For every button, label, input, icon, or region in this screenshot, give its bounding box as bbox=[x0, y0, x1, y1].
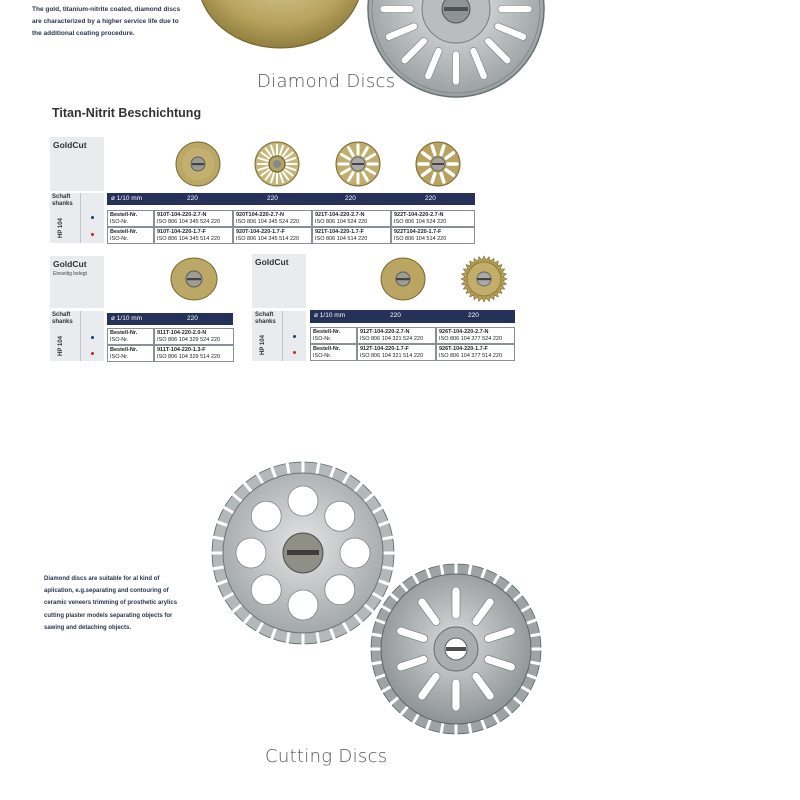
diameter-header bbox=[107, 313, 233, 325]
coarse-grit-dot bbox=[91, 336, 94, 339]
gold-disc-spoked-image bbox=[253, 140, 301, 188]
cutting-disc-slots-image bbox=[370, 563, 542, 735]
size-value: 220 bbox=[267, 195, 278, 202]
intro-paragraph: The gold, titanium-nitrite coated, diamond discs are characterized by a higher service life due to the additional coating procedure. bbox=[32, 6, 181, 37]
hp-label: HP 104 bbox=[58, 336, 64, 356]
order-cell: 921T-104-220-2.7-N ISO 806 104 524 220 bbox=[312, 210, 391, 227]
bestell-label-cell: Bestell-Nr. ISO-Nr. bbox=[310, 344, 357, 361]
order-cell: 921T-104-220-1.7-F ISO 806 104 514 220 bbox=[312, 227, 391, 244]
cutting-discs-title: Cutting Discs bbox=[265, 746, 388, 767]
bestell-label-cell: Bestell-Nr. ISO-Nr. bbox=[107, 328, 154, 345]
cutting-disc-holes-image bbox=[210, 460, 396, 646]
gold-disc-one-side-image bbox=[169, 256, 219, 302]
fine-grit-dot bbox=[293, 351, 296, 354]
bestell-label-cell: Bestell-Nr. ISO-Nr. bbox=[107, 345, 154, 362]
divider bbox=[80, 193, 81, 243]
bestell-label-cell: Bestell-Nr. ISO-Nr. bbox=[310, 327, 357, 344]
order-cell: 926T-104-220-2.7-N ISO 806 104 377 524 220 bbox=[436, 327, 515, 344]
section-title: Titan-Nitrit Beschichtung bbox=[52, 106, 202, 120]
goldcut-label: GoldCut bbox=[53, 140, 87, 150]
diameter-header bbox=[310, 310, 515, 323]
hp-label: HP 104 bbox=[58, 218, 64, 238]
bestell-label-cell: Bestell-Nr. ISO-Nr. bbox=[107, 210, 154, 227]
size-value: 220 bbox=[425, 195, 436, 202]
order-cell: 911T-104-220-2.0-N ISO 806 104 329 524 220 bbox=[154, 328, 234, 345]
gold-disc-slotted-wide-image bbox=[414, 140, 462, 188]
gold-disc-slotted-image bbox=[334, 140, 382, 188]
fine-grit-dot bbox=[91, 352, 94, 355]
hp-label: HP 104 bbox=[260, 335, 266, 355]
bestell-label-cell: Bestell-Nr. ISO-Nr. bbox=[107, 227, 154, 244]
diameter-unit-label: ø 1/10 mm bbox=[314, 312, 346, 319]
einseitig-label: Einseitig belegt bbox=[53, 271, 87, 277]
schaft-label: Schaft shanks bbox=[52, 312, 73, 325]
size-value: 220 bbox=[468, 312, 479, 319]
divider bbox=[282, 311, 283, 361]
coarse-grit-dot bbox=[91, 216, 94, 219]
goldcut-label: GoldCut bbox=[53, 259, 87, 269]
goldcut-label: GoldCut bbox=[255, 257, 289, 267]
order-cell: 910T-104-220-2.7-N ISO 806 104 345 524 220 bbox=[154, 210, 233, 227]
gold-disc-solid-image bbox=[174, 140, 222, 188]
order-cell: 910T-104-220-1.7-F ISO 806 104 345 514 220 bbox=[154, 227, 233, 244]
order-cell: 922T104-220-1.7-F ISO 806 104 514 220 bbox=[391, 227, 475, 244]
gold-diamond-disc-image bbox=[195, 0, 365, 50]
order-cell: 920T-104-220-1.7-F ISO 806 104 345 514 220 bbox=[233, 227, 312, 244]
diamond-discs-title: Diamond Discs bbox=[257, 71, 396, 92]
gold-serrated-disc-image bbox=[459, 255, 509, 303]
diameter-unit-label: ø 1/10 mm bbox=[111, 195, 143, 202]
schaft-label: Schaft shanks bbox=[255, 312, 276, 325]
order-cell: 912T-104-220-2.7-N ISO 806 104 321 524 220 bbox=[357, 327, 436, 344]
schaft-label: Schaft shanks bbox=[52, 194, 73, 207]
fine-grit-dot bbox=[91, 233, 94, 236]
size-value: 220 bbox=[187, 315, 198, 322]
diameter-unit-label: ø 1/10 mm bbox=[111, 315, 143, 322]
diameter-header bbox=[107, 193, 475, 205]
divider bbox=[80, 311, 81, 361]
order-cell: 912T-104-220-1.7-F ISO 806 104 321 514 220 bbox=[357, 344, 436, 361]
size-value: 220 bbox=[390, 312, 401, 319]
order-cell: 911T-104-220-1.3-F ISO 806 104 329 514 220 bbox=[154, 345, 234, 362]
size-value: 220 bbox=[187, 195, 198, 202]
gold-disc-solid-image bbox=[379, 256, 427, 302]
order-cell: 926T-104-220-1.7-F ISO 806 104 377 514 220 bbox=[436, 344, 515, 361]
order-cell: 922T-104-220-2.7-N ISO 806 104 524 220 bbox=[391, 210, 475, 227]
size-value: 220 bbox=[345, 195, 356, 202]
cutting-description: Diamond discs are suitable for al kind of aplication, e.g.separating and contouring of ceramic veneers trimming of prosthetic arylics cutting plaster models separating objects for sawing and detaching objects. bbox=[44, 576, 178, 631]
order-cell: 920T104-220-2.7-N ISO 806 104 345 524 220 bbox=[233, 210, 312, 227]
coarse-grit-dot bbox=[293, 335, 296, 338]
